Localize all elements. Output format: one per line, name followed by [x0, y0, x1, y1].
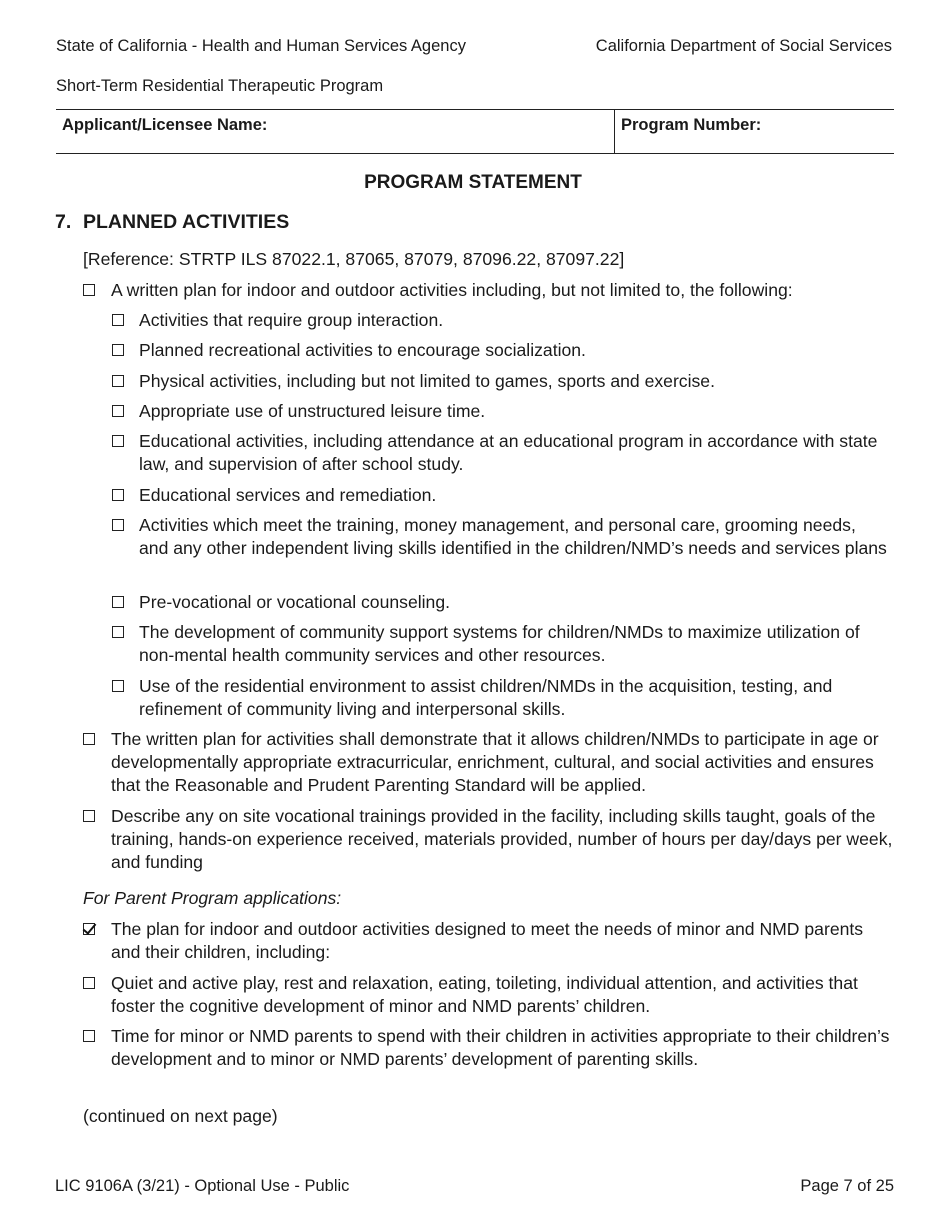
- continued-note: (continued on next page): [83, 1106, 278, 1126]
- checkbox[interactable]: [83, 1030, 95, 1042]
- applicant-name-field[interactable]: Applicant/Licensee Name:: [62, 116, 268, 134]
- checkbox[interactable]: [112, 344, 124, 356]
- info-box-divider: [614, 110, 615, 153]
- checkbox[interactable]: [83, 733, 95, 745]
- header-department: California Department of Social Services: [595, 37, 892, 55]
- section-number: 7.: [55, 211, 72, 233]
- checklist-item-text: Educational services and remediation.: [139, 485, 437, 505]
- checkbox[interactable]: [83, 810, 95, 822]
- checklist-item-text: Use of the residential environment to assist children/NMDs in the acquisition, testing, and refinement of community living and interpersonal skills.: [139, 676, 833, 719]
- section-title: PLANNED ACTIVITIES: [83, 211, 290, 233]
- checklist-item-text: Physical activities, including but not limited to games, sports and exercise.: [139, 371, 715, 391]
- checkbox[interactable]: [83, 923, 95, 935]
- page-title: PROGRAM STATEMENT: [364, 172, 582, 193]
- checkbox[interactable]: [112, 375, 124, 387]
- checkbox[interactable]: [112, 596, 124, 608]
- program-number-field[interactable]: Program Number:: [621, 116, 762, 134]
- checklist-item-text: The written plan for activities shall demonstrate that it allows children/NMDs to participate in age or developmentally appropriate extracurricular, enrichment, cultural, and social activities and ensures that the Reasonable and Prudent Parenting Standard will be applied.: [111, 729, 879, 795]
- parent-program-heading: For Parent Program applications:: [83, 888, 342, 908]
- checkbox[interactable]: [112, 405, 124, 417]
- checklist-item-text: A written plan for indoor and outdoor activities including, but not limited to, the following:: [111, 280, 793, 300]
- checkbox[interactable]: [83, 284, 95, 296]
- footer-page-number: Page 7 of 25: [800, 1177, 894, 1195]
- checklist-item-text: Appropriate use of unstructured leisure time.: [139, 401, 486, 421]
- checklist-item-text: The development of community support systems for children/NMDs to maximize utilization of non-mental health community services and other resources.: [139, 622, 860, 665]
- checkbox[interactable]: [112, 435, 124, 447]
- footer-form-id: LIC 9106A (3/21) - Optional Use - Public: [55, 1177, 350, 1195]
- checklist-item-text: Time for minor or NMD parents to spend with their children in activities appropriate to their children’s development and to minor or NMD parents’ development of parenting skills.: [111, 1026, 890, 1069]
- checkbox[interactable]: [112, 489, 124, 501]
- checklist-item-text: Educational activities, including attendance at an educational program in accordance with state law, and supervision of after school study.: [139, 431, 878, 474]
- checklist-item-text: Quiet and active play, rest and relaxation, eating, toileting, individual attention, and activities that foster the cognitive development of minor and NMD parents’ children.: [111, 973, 858, 1016]
- checklist-item-text: Activities which meet the training, money management, and personal care, grooming needs, and any other independent living skills identified in the children/NMD’s needs and services plans: [139, 515, 887, 558]
- checkbox[interactable]: [112, 314, 124, 326]
- checklist-item-text: Activities that require group interaction.: [139, 310, 444, 330]
- checkbox[interactable]: [112, 680, 124, 692]
- checklist-item-text: Describe any on site vocational trainings provided in the facility, including skills taught, goals of the training, hands-on experience received, materials provided, number of hours per day/days per week, and funding: [111, 806, 893, 872]
- checklist-item-text: The plan for indoor and outdoor activities designed to meet the needs of minor and NMD parents and their children, including:: [111, 919, 864, 962]
- checklist-item-text: Pre-vocational or vocational counseling.: [139, 592, 451, 612]
- section-reference: [Reference: STRTP ILS 87022.1, 87065, 87079, 87096.22, 87097.22]: [83, 249, 625, 269]
- applicant-info-box: [56, 109, 894, 154]
- checkbox[interactable]: [112, 626, 124, 638]
- checkbox[interactable]: [112, 519, 124, 531]
- checkbox[interactable]: [83, 977, 95, 989]
- header-agency: State of California - Health and Human Services Agency: [56, 37, 466, 55]
- checklist-item-text: Planned recreational activities to encourage socialization.: [139, 340, 586, 360]
- header-program-name: Short-Term Residential Therapeutic Program: [56, 77, 384, 95]
